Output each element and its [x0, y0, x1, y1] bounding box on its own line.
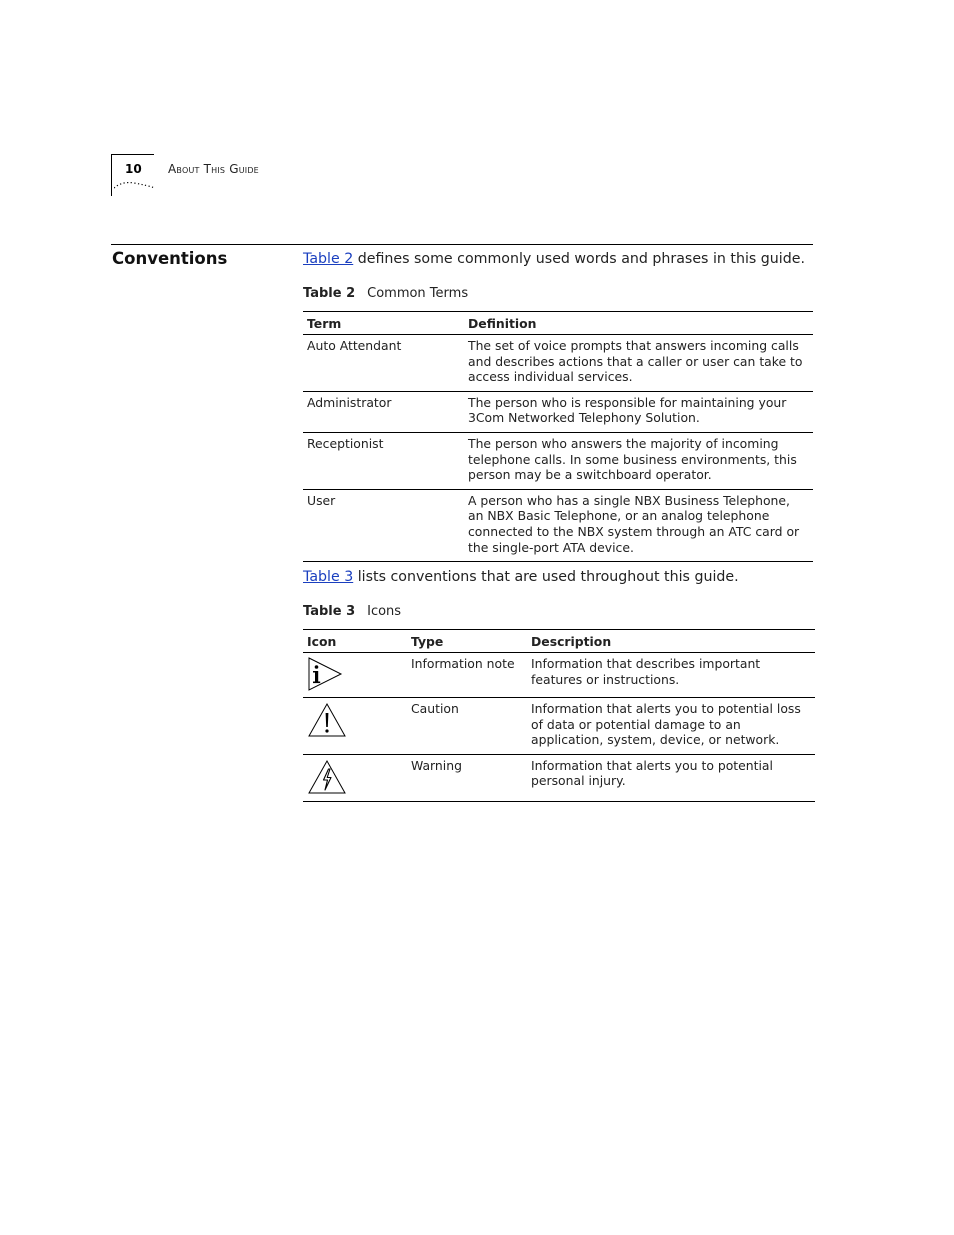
- definition-cell: A person who has a single NBX Business Telephone, an NBX Basic Telephone, or an analog telephone connected to the NBX system through an ATC card or the single-port ATA device.: [464, 489, 813, 561]
- table-row: [303, 698, 815, 755]
- section-rule: [111, 244, 813, 245]
- table-header-row: [303, 630, 815, 653]
- table-header-row: [303, 312, 813, 335]
- table-row: [303, 489, 813, 561]
- table-row: [303, 335, 813, 392]
- icons-paragraph-text: lists conventions that are used throughout this guide.: [353, 569, 739, 585]
- description-cell: Information that alerts you to potential loss of data or potential damage to an application, system, device, or network.: [527, 698, 815, 755]
- term-cell: Auto Attendant: [303, 335, 464, 392]
- column-header-definition: Definition: [464, 312, 813, 335]
- intro-paragraph: [303, 251, 805, 267]
- column-header-icon: Icon: [303, 630, 407, 653]
- table-row: [303, 653, 815, 698]
- column-header-term: Term: [303, 312, 464, 335]
- common-terms-table: [303, 311, 813, 562]
- running-head: About This Guide: [168, 162, 259, 176]
- description-cell: Information that alerts you to potential personal injury.: [527, 754, 815, 801]
- page-number: 10: [125, 162, 142, 176]
- definition-cell: The set of voice prompts that answers incoming calls and describes actions that a caller or user can take to access individual services.: [464, 335, 813, 392]
- icon-cell: [303, 698, 407, 755]
- header-vertical-rule: [111, 154, 112, 196]
- intro-paragraph-text: defines some commonly used words and phrases in this guide.: [353, 251, 805, 267]
- caution-icon: [307, 702, 347, 738]
- warning-icon: [307, 759, 347, 795]
- section-title: Conventions: [112, 249, 228, 268]
- table-2-link[interactable]: Table 2: [303, 251, 354, 267]
- table-row: [303, 432, 813, 489]
- table-row: [303, 391, 813, 432]
- term-cell: User: [303, 489, 464, 561]
- type-cell: Information note: [407, 653, 527, 698]
- table-3-title: Icons: [367, 604, 402, 619]
- information-note-icon: [307, 657, 343, 691]
- description-cell: Information that describes important features or instructions.: [527, 653, 815, 698]
- header-dotted-curve: [114, 180, 158, 190]
- definition-cell: The person who answers the majority of incoming telephone calls. In some business environments, this person may be a switchboard operator.: [464, 432, 813, 489]
- table-2-caption: [303, 286, 468, 301]
- definition-cell: The person who is responsible for maintaining your 3Com Networked Telephony Solution.: [464, 391, 813, 432]
- table-2-title: Common Terms: [367, 286, 469, 301]
- table-3-link[interactable]: Table 3: [303, 569, 354, 585]
- table-2-label: Table 2: [303, 286, 356, 301]
- icon-cell: [303, 754, 407, 801]
- header-horizontal-rule: [111, 154, 154, 155]
- term-cell: Receptionist: [303, 432, 464, 489]
- page-header: [111, 154, 311, 198]
- table-3-caption: [303, 604, 401, 619]
- column-header-type: Type: [407, 630, 527, 653]
- icons-table: [303, 629, 815, 802]
- type-cell: Warning: [407, 754, 527, 801]
- type-cell: Caution: [407, 698, 527, 755]
- table-3-label: Table 3: [303, 604, 356, 619]
- table-row: [303, 754, 815, 801]
- icons-paragraph: [303, 569, 739, 585]
- column-header-description: Description: [527, 630, 815, 653]
- term-cell: Administrator: [303, 391, 464, 432]
- icon-cell: [303, 653, 407, 698]
